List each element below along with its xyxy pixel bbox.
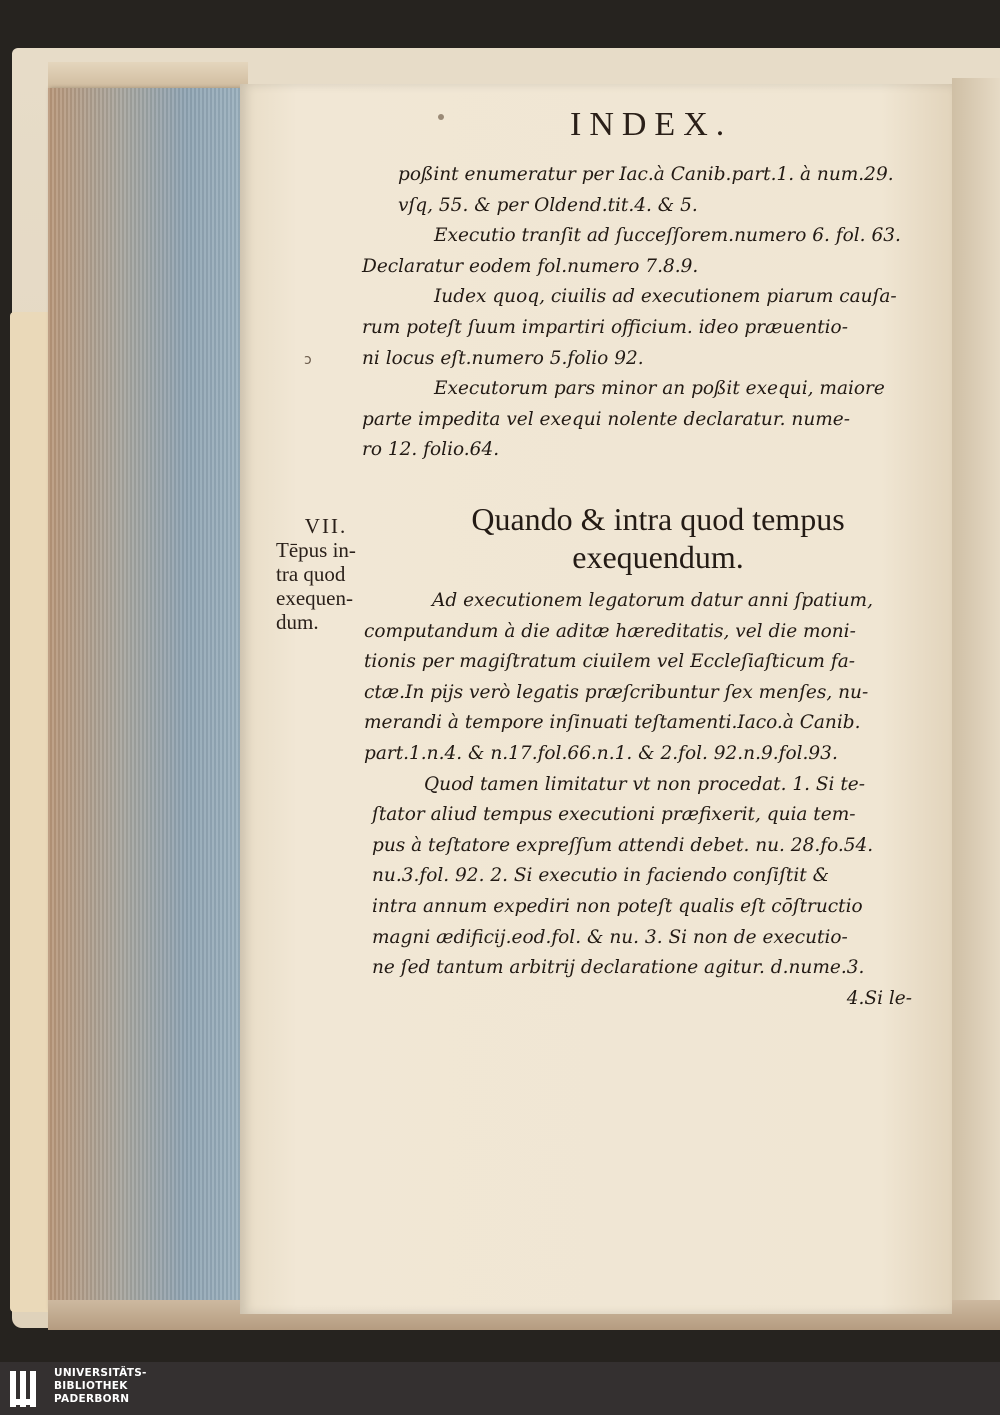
library-name bbox=[54, 1367, 147, 1406]
paragraph bbox=[362, 282, 918, 374]
text-line: Executio tranſit ad ſucceſſorem.numero 6. fol. 63. bbox=[434, 225, 901, 247]
marginal-line: Tēpus in- bbox=[276, 538, 356, 562]
text-block-2 bbox=[364, 586, 918, 1014]
text-line: poßint enumeratur per Iac.à Canib.part.1. à num.29. bbox=[398, 164, 894, 185]
library-logo-icon bbox=[6, 1369, 46, 1409]
text-line: ctæ.In pijs verò legatis præſcribuntur ſex menſes, nu- bbox=[364, 681, 869, 703]
text-line: ni locus eſt.numero 5.folio 92. bbox=[362, 347, 644, 369]
heading-line: exequendum. bbox=[572, 539, 744, 575]
cover-flap bbox=[10, 312, 50, 1312]
paragraph bbox=[398, 160, 918, 221]
margin-mark: ↄ bbox=[304, 352, 312, 368]
text-line: ne ſed tantum arbitrij declaratione agitur. d.nume.3. bbox=[372, 957, 865, 979]
library-name-line: PADERBORN bbox=[54, 1393, 130, 1405]
text-line: intra annum expediri non poteſt qualis eſt cōſtructio bbox=[372, 895, 863, 917]
running-head: INDEX. bbox=[570, 106, 733, 143]
text-line: tionis per magiſtratum ciuilem vel Eccleſiaſticum fa- bbox=[364, 651, 855, 673]
heading-line: Quando & intra quod tempus bbox=[471, 501, 845, 537]
paragraph bbox=[364, 586, 918, 770]
text-line: Ad executionem legatorum datur anni ſpatium, bbox=[432, 590, 873, 611]
text-line: nu.3.fol. 92. 2. Si executio in faciendo conſiſtit & bbox=[372, 865, 830, 887]
text-block-1 bbox=[362, 160, 918, 466]
library-name-line: BIBLIOTHEK bbox=[54, 1380, 128, 1392]
text-line: Declaratur eodem fol.numero 7.8.9. bbox=[362, 255, 699, 277]
marginal-number: VII. bbox=[304, 514, 348, 538]
page-speck bbox=[438, 114, 444, 120]
text-line: ſtator aliud tempus executioni præfixerit, quia tem- bbox=[372, 804, 856, 826]
text-line: part.1.n.4. & n.17.fol.66.n.1. & 2.fol. 92.n.9.fol.93. bbox=[364, 742, 838, 764]
catchword: 4.Si le- bbox=[846, 987, 912, 1009]
text-line: Quod tamen limitatur vt non procedat. 1. Si te- bbox=[424, 773, 865, 795]
footer-bar bbox=[0, 1362, 1000, 1415]
marginal-note bbox=[276, 514, 376, 634]
text-line: rum poteſt ſuum impartiri officium. ideo præuentio- bbox=[362, 316, 848, 338]
paragraph bbox=[372, 770, 918, 984]
marginal-line: dum. bbox=[276, 610, 319, 634]
text-line: Executorum pars minor an poßit exequi, maiore bbox=[434, 378, 885, 400]
text-line: pus à teſtatore expreſſum attendi debet. nu. 28.fo.54. bbox=[372, 834, 874, 856]
paragraph bbox=[362, 374, 918, 466]
text-line: magni ædificij.eod.fol. & nu. 3. Si non de executio- bbox=[372, 926, 848, 948]
marginal-line: exequen- bbox=[276, 586, 353, 610]
text-line: merandi à tempore inſinuati teſtamenti.Iaco.à Canib. bbox=[364, 712, 861, 734]
section-heading bbox=[398, 500, 918, 576]
page-edges bbox=[48, 88, 244, 1310]
facing-page-edge bbox=[952, 78, 1000, 1318]
text-line: parte impedita vel exequi nolente declaratur. nume- bbox=[362, 408, 850, 430]
library-name-line: UNIVERSITÄTS- bbox=[54, 1367, 147, 1379]
paragraph bbox=[362, 221, 918, 282]
text-line: vſq, 55. & per Oldend.tit.4. & 5. bbox=[398, 194, 698, 216]
text-line: Iudex quoq, ciuilis ad executionem piarum cauſa- bbox=[434, 286, 897, 308]
marginal-line: tra quod bbox=[276, 562, 346, 586]
text-line: computandum à die aditæ hæreditatis, vel die moni- bbox=[364, 620, 856, 642]
text-line: ro 12. folio.64. bbox=[362, 439, 500, 461]
